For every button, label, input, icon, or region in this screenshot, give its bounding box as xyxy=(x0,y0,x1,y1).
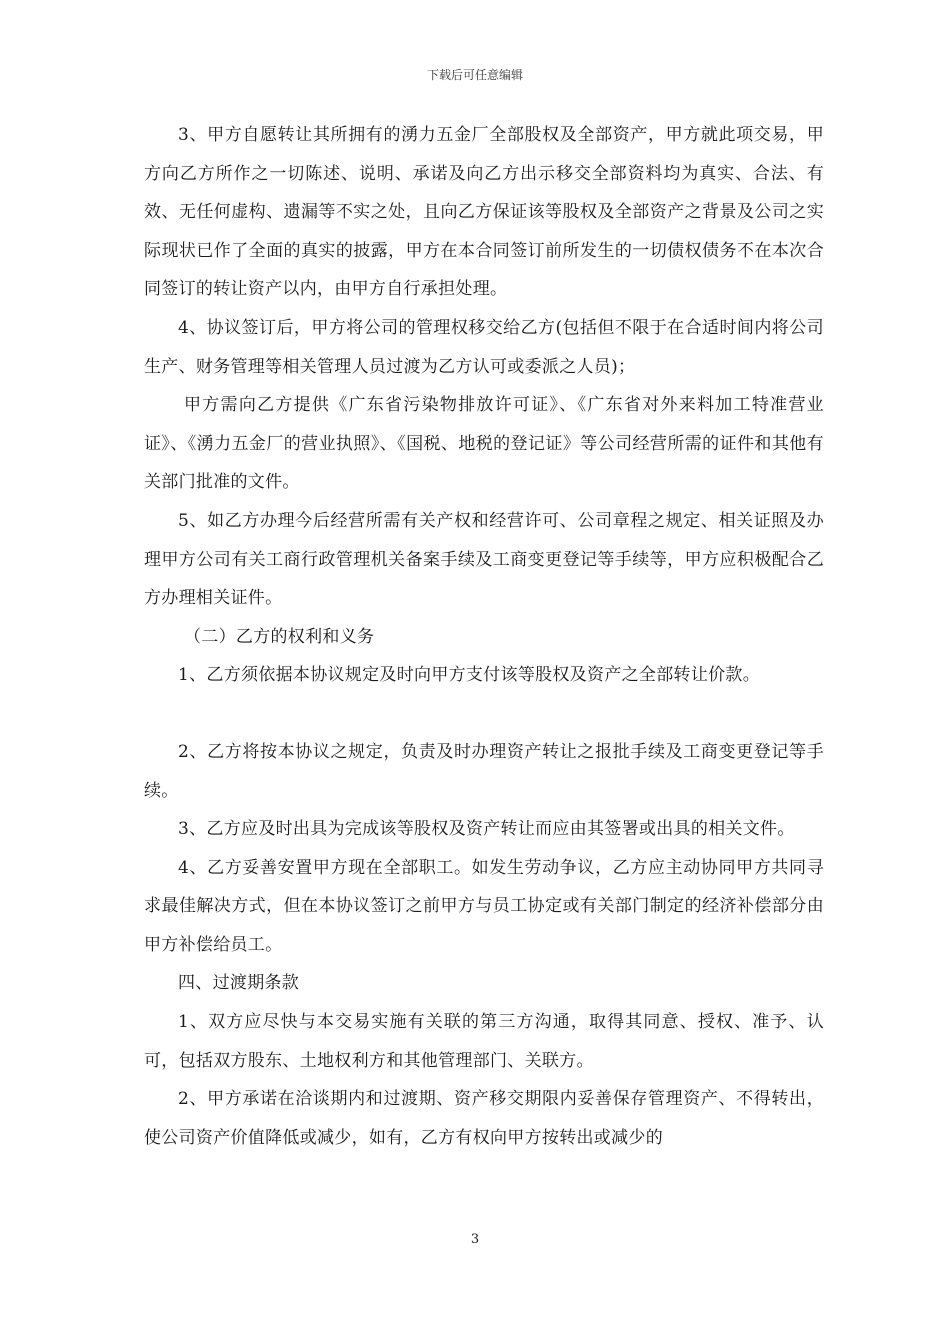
paragraph-party-b-3: 3、乙方应及时出具为完成该等股权及资产转让而应由其签署或出具的相关文件。 xyxy=(178,819,795,840)
header-note: 下载后可任意编辑 xyxy=(426,68,523,82)
section-heading-party-b: （二）乙方的权利和义务 xyxy=(184,626,375,647)
page-number: 3 xyxy=(470,1232,480,1247)
paragraph-party-b-1: 1、乙方须依据本协议规定及时向甲方支付该等股权及资产之全部转让价款。 xyxy=(178,665,761,686)
document-body xyxy=(144,116,824,1157)
paragraph-clause-3: 3、甲方自愿转让其所拥有的湧力五金厂全部股权及全部资产，甲方就此项交易，甲方向乙方所作之一切陈述、说明、承诺及向乙方出示移交全部资料均为真实、合法、有效、无任何虚构、遗漏等不实之处，且向乙方保证该等股权及全部资产之背景及公司之实际现状已作了全面的真实的披露，甲方在本合同签订前所发生的一切债权债务不在本次合同签订的转让资产以内，由甲方自行承担处理。 xyxy=(144,125,824,300)
paragraph-transition-2: 2、甲方承诺在洽谈期内和过渡期、资产移交期限内妥善保存管理资产、不得转出，使公司资产价值降低或减少，如有，乙方有权向甲方按转出或减少的 xyxy=(144,1089,824,1148)
paragraph-clause-5: 5、如乙方办理今后经营所需有关产权和经营许可、公司章程之规定、相关证照及办理甲方公司有关工商行政管理机关备案手续及工商变更登记等手续等，甲方应积极配合乙方办理相关证件。 xyxy=(144,510,824,609)
paragraph-licenses: 甲方需向乙方提供《广东省污染物排放许可证》、《广东省对外来料加工特准营业证》、《湧力五金厂的营业执照》、《国税、地税的登记证》等公司经营所需的证件和其他有关部门批准的文件。 xyxy=(144,395,824,493)
paragraph-party-b-4: 4、乙方妥善安置甲方现在全部职工。如发生劳动争议，乙方应主动协同甲方共同寻求最佳解决方式，但在本协议签订之前甲方与员工协定或有关部门制定的经济补偿部分由甲方补偿给员工。 xyxy=(144,857,824,955)
paragraph-clause-4: 4、协议签订后，甲方将公司的管理权移交给乙方(包括但不限于在合适时间内将公司生产、财务管理等相关管理人员过渡为乙方认可或委派之人员)； xyxy=(144,317,824,377)
section-heading-transition: 四、过渡期条款 xyxy=(178,973,300,994)
paragraph-transition-1: 1、双方应尽快与本交易实施有关联的第三方沟通，取得其同意、授权、准予、认可，包括双方股东、土地权利方和其他管理部门、关联方。 xyxy=(144,1012,824,1071)
paragraph-party-b-2: 2、乙方将按本协议之规定，负责及时办理资产转让之报批手续及工商变更登记等手续。 xyxy=(144,741,824,801)
